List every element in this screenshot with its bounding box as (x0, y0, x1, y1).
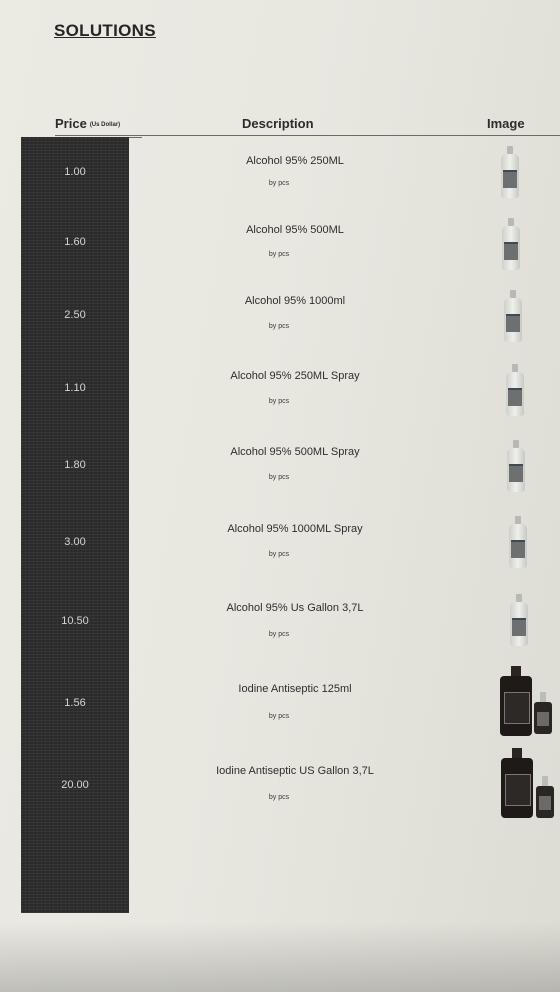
item-unit: by pcs (268, 551, 290, 558)
item-description: Alcohol 95% 250ML Spray (230, 370, 360, 382)
white-bottle-icon (502, 218, 520, 270)
price-cell: 10.50 (61, 615, 89, 627)
header-image: Image (487, 116, 525, 131)
item-description: Alcohol 95% Us Gallon 3,7L (226, 602, 364, 614)
page-title: SOLUTIONS (54, 21, 156, 40)
white-bottle-icon (501, 146, 519, 198)
white-bottle-icon (507, 440, 525, 492)
header-price (55, 116, 120, 131)
dark-bottle-icon (501, 748, 533, 818)
price-cell: 1.10 (64, 382, 86, 394)
item-description: Alcohol 95% 1000ml (244, 295, 346, 307)
item-unit: by pcs (268, 398, 290, 405)
price-column (21, 137, 129, 913)
item-unit: by pcs (268, 794, 290, 801)
item-unit: by pcs (268, 631, 290, 638)
price-cell: 1.56 (64, 697, 86, 709)
header-price-label: Price (55, 116, 87, 131)
header-description: Description (242, 116, 314, 131)
small-bottle-icon (534, 692, 552, 734)
item-unit: by pcs (268, 713, 290, 720)
price-cell: 20.00 (61, 779, 89, 791)
price-cell: 2.50 (64, 309, 86, 321)
price-cell: 1.60 (64, 236, 86, 248)
price-cell: 3.00 (64, 536, 86, 548)
header-rule (55, 135, 560, 136)
item-description: Alcohol 95% 1000ML Spray (227, 523, 363, 535)
dark-bottle-icon (500, 666, 532, 736)
item-unit: by pcs (268, 323, 290, 330)
white-bottle-icon (509, 516, 527, 568)
white-bottle-icon (510, 594, 528, 646)
item-description: Alcohol 95% 250ML (246, 155, 344, 167)
column-separator (129, 137, 142, 138)
white-bottle-icon (506, 364, 524, 416)
item-unit: by pcs (268, 251, 290, 258)
item-description: Iodine Antiseptic 125ml (238, 683, 352, 695)
price-cell: 1.80 (64, 459, 86, 471)
item-description: Alcohol 95% 500ML (246, 224, 344, 236)
item-description: Iodine Antiseptic US Gallon 3,7L (216, 765, 374, 777)
white-bottle-icon (504, 290, 522, 342)
item-unit: by pcs (268, 180, 290, 187)
item-description: Alcohol 95% 500ML Spray (230, 446, 360, 458)
small-bottle-icon (536, 776, 554, 818)
item-unit: by pcs (268, 474, 290, 481)
header-price-unit: (Us Dollar) (89, 121, 121, 128)
page-shadow (0, 922, 560, 992)
price-cell: 1.00 (64, 166, 86, 178)
